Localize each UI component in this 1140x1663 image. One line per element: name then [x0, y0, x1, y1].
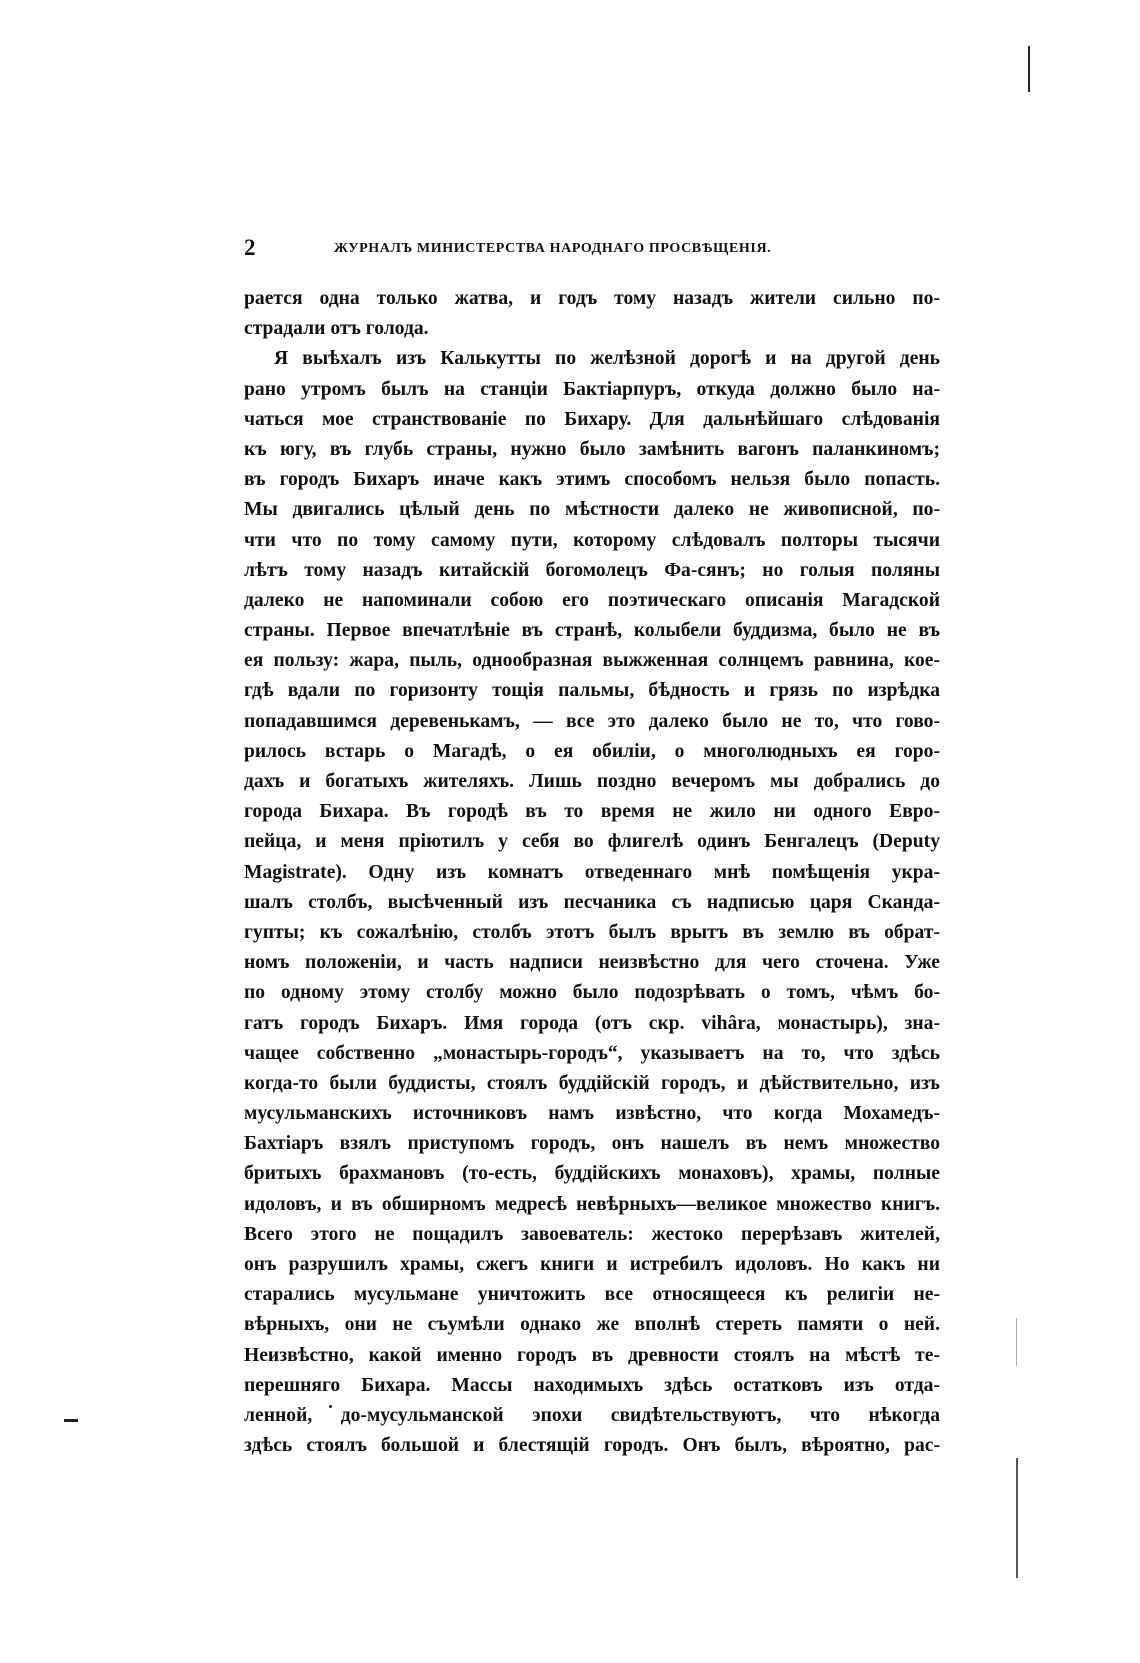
- text-line: номъ положеніи, и часть надписи неизвѣстно для чего сточена. Уже: [244, 952, 940, 974]
- text-line: далеко не напоминали собою его поэтическаго описанія Магадской: [244, 589, 940, 611]
- text-line: страны. Первое впечатлѣніе въ странѣ, колыбели буддизма, было не въ: [244, 620, 940, 642]
- page-header: [244, 233, 904, 263]
- text-line: къ югу, въ глубь страны, нужно было замѣнить вагонъ паланкиномъ;: [244, 438, 940, 460]
- text-line: идоловъ, и въ обширномъ медресѣ невѣрныхъ—великое множество книгъ.: [244, 1193, 940, 1215]
- text-line: гупты; къ сожалѣнію, столбъ этотъ былъ врытъ въ землю въ обрат-: [244, 921, 940, 943]
- text-line: старались мусульмане уничтожить все относящееся къ религіи не-: [244, 1284, 940, 1306]
- text-line: Мы двигались цѣлый день по мѣстности далеко не живописной, по-: [244, 499, 940, 521]
- text-line: Я выѣхалъ изъ Калькутты по желѣзной дорогѣ и на другой день: [274, 348, 940, 370]
- text-line: гатъ городъ Бихаръ. Имя города (отъ скр. vihâra, монастырь), зна-: [244, 1012, 940, 1034]
- text-line: рано утромъ былъ на станціи Бактіарпуръ, откуда должно было на-: [244, 378, 940, 400]
- text-line: мусульманскихъ источниковъ намъ извѣстно, что когда Мохамедъ-: [244, 1103, 940, 1125]
- text-line: чти что по тому самому пути, которому слѣдовалъ полторы тысячи: [244, 529, 940, 551]
- text-line: ленной, до-мусульманской эпохи свидѣтельствуютъ, что нѣкогда: [244, 1404, 940, 1426]
- text-line: рается одна только жатва, и годъ тому назадъ жители сильно по-: [244, 288, 940, 309]
- text-line: здѣсь стоялъ большой и блестящій городъ. Онъ былъ, вѣроятно, рас-: [244, 1435, 940, 1457]
- text-line: пейца, и меня пріютилъ у себя во флигелѣ одинъ Бенгалецъ (Deputy: [244, 831, 940, 853]
- text-line: когда-то были буддисты, стоялъ буддійскій городъ, и дѣйствительно, изъ: [244, 1072, 940, 1094]
- text-line: Неизвѣстно, какой именно городъ въ древности стоялъ на мѣстѣ те-: [244, 1344, 940, 1366]
- text-line: дахъ и богатыхъ жителяхъ. Лишь поздно вечеромъ мы добрались до: [244, 771, 940, 792]
- text-line: перешняго Бихара. Массы находимыхъ здѣсь остатковъ изъ отда-: [244, 1374, 940, 1396]
- text-line: Бахтіаръ взялъ приступомъ городъ, онъ нашелъ въ немъ множество: [244, 1133, 940, 1155]
- text-line: гдѣ вдали по горизонту тощія пальмы, бѣдность и грязь по изрѣдка: [244, 680, 940, 702]
- scan-artifact-dash: [64, 1419, 78, 1422]
- page-number: 2: [244, 235, 256, 260]
- scan-edge-mark: [1028, 46, 1030, 92]
- scan-edge-mark: [1016, 1458, 1018, 1578]
- text-line: онъ разрушилъ храмы, сжегъ книги и истребилъ идоловъ. Но какъ ни: [244, 1254, 940, 1275]
- text-line: въ городъ Бихаръ иначе какъ этимъ способомъ нельзя было попасть.: [244, 469, 940, 491]
- text-line: рилось встарь о Магадѣ, о ея обиліи, о многолюдныхъ ея горо-: [244, 740, 940, 762]
- text-line: шалъ столбъ, высѣченный изъ песчаника съ надписью царя Сканда-: [244, 891, 940, 913]
- text-line: попадавшимся деревенькамъ, — все это далеко было не то, что гово-: [244, 710, 940, 732]
- text-line: вѣрныхъ, они не съумѣли однако же вполнѣ стереть памяти о ней.: [244, 1314, 940, 1336]
- text-line: чаться мое странствованіе по Бихару. Для дальнѣйшаго слѣдованія: [244, 408, 940, 430]
- text-line: бритыхъ брахмановъ (то-есть, буддійскихъ монаховъ), храмы, полные: [244, 1163, 940, 1185]
- text-line: страдали отъ голода.: [244, 318, 429, 340]
- text-line: по одному этому столбу можно было подозрѣвать о томъ, чѣмъ бо-: [244, 982, 940, 1004]
- text-line: города Бихара. Въ городѣ въ то время не жило ни одного Евро-: [244, 801, 940, 823]
- text-line: лѣтъ тому назадъ китайскій богомолецъ Фа-сянъ; но голыя поляны: [244, 559, 940, 581]
- running-head: ЖУРНАЛЪ МИНИСТЕРСТВА НАРОДНАГО ПРОСВѢЩЕНІЯ.: [334, 241, 772, 256]
- scan-edge-mark: [1016, 1318, 1017, 1366]
- text-line: ея пользу: жара, пыль, однообразная выжженная солнцемъ равнина, кое-: [244, 650, 940, 672]
- text-line: чащее собственно „монастырь-городъ“, указываетъ на то, что здѣсь: [244, 1042, 940, 1064]
- body-text: [244, 284, 940, 1461]
- text-line: Всего этого не пощадилъ завоеватель: жестоко перерѣзавъ жителей,: [244, 1223, 940, 1245]
- text-line: Magistrate). Одну изъ комнатъ отведеннаго мнѣ помѣщенія укра-: [244, 861, 940, 883]
